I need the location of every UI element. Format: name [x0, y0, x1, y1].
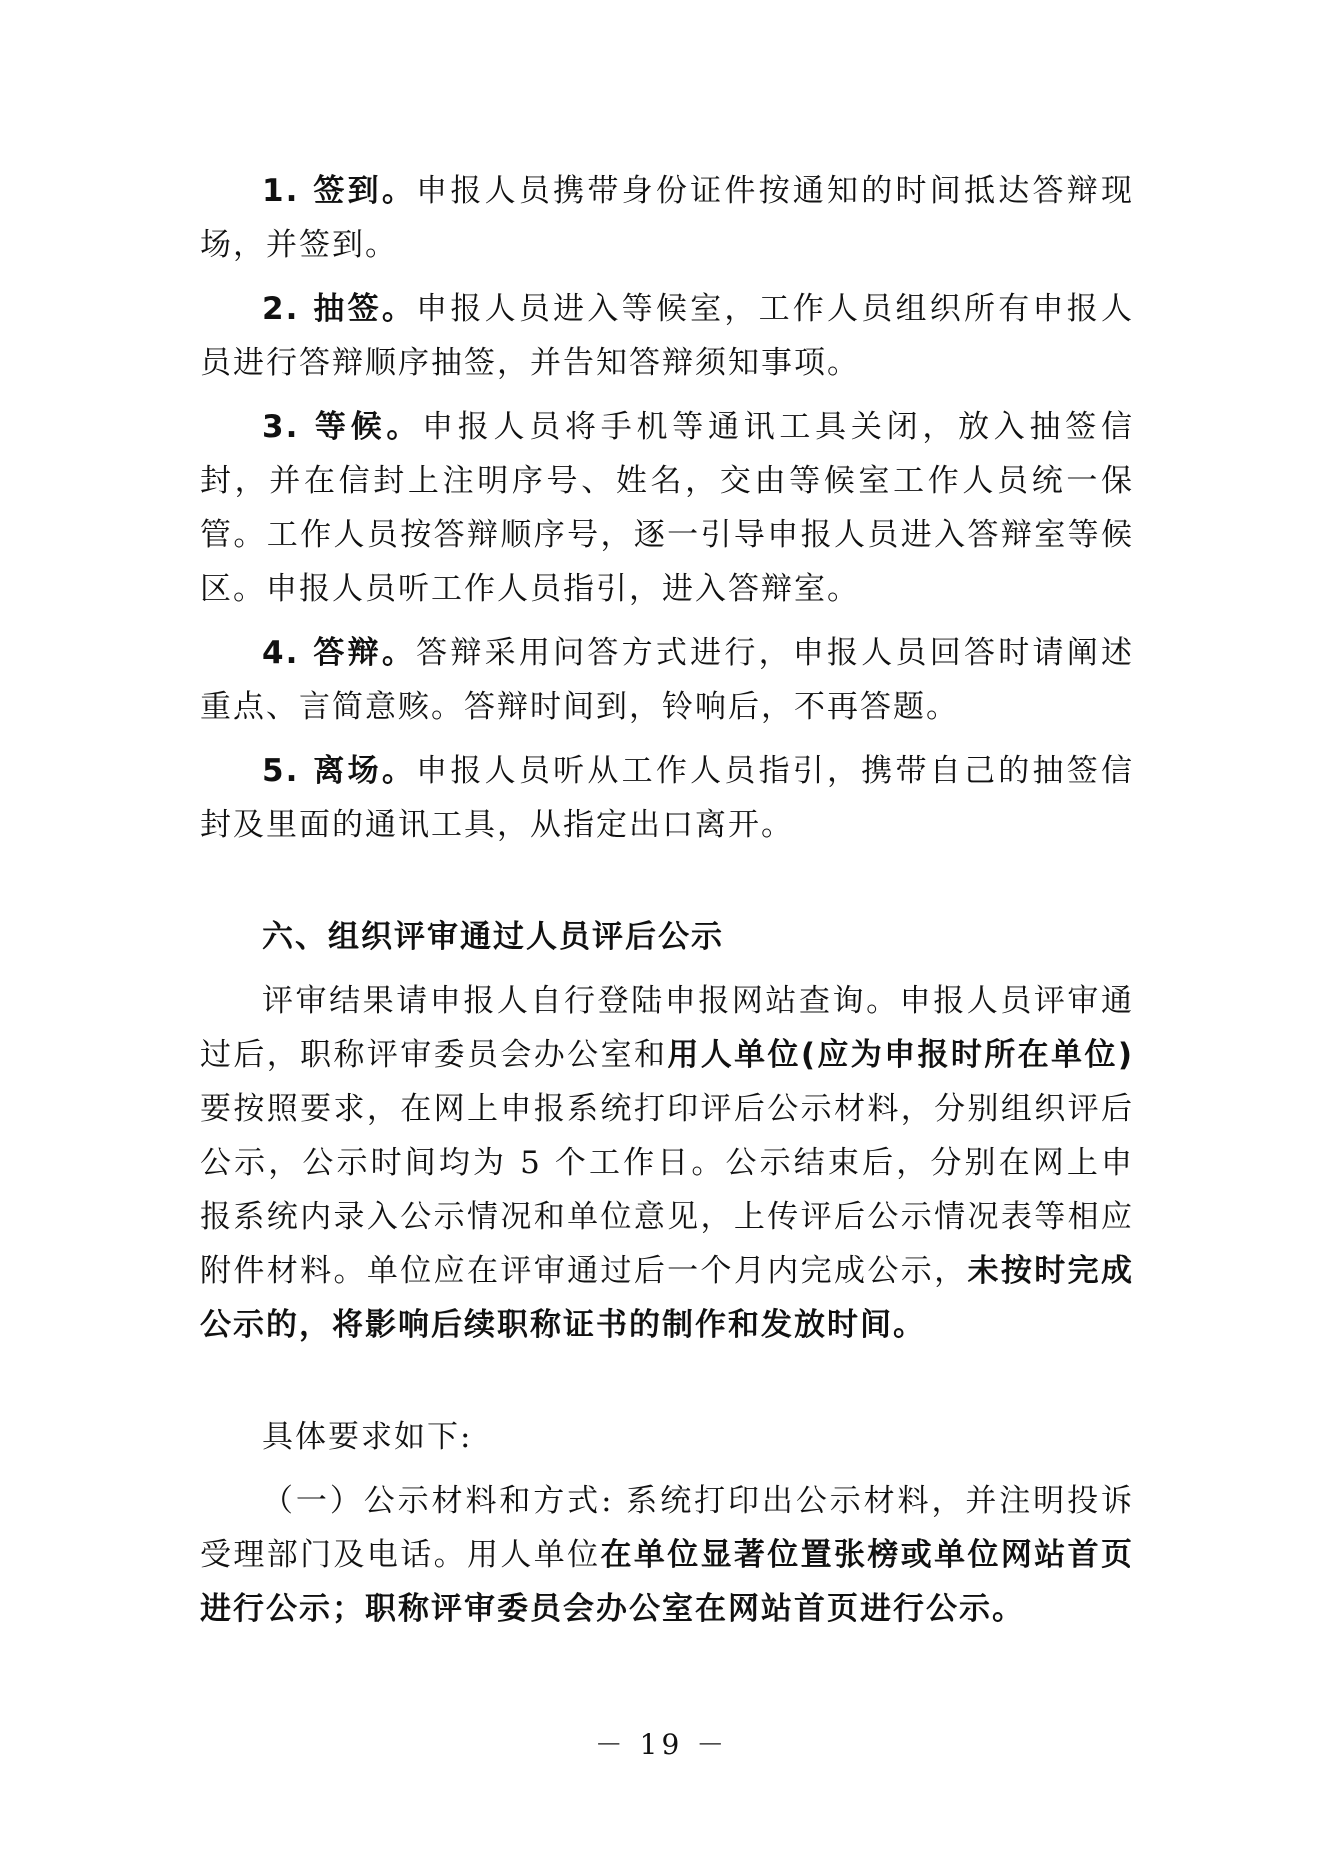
requirement-item-1-bold: 在单位显著位置张榜或单位网站首页进行公示；职称评审委员会办公室在网站首页进行公示。 — [200, 1537, 1135, 1627]
step-4-text: 答辩采用问答方式进行，申报人员回答时请阐述重点、言简意赅。答辩时间到，铃响后，不再答题。 — [200, 635, 1135, 725]
step-2-title: 2. 抽签。 — [262, 291, 417, 327]
step-4-title: 4. 答辩。 — [262, 635, 417, 671]
step-5-title: 5. 离场。 — [262, 753, 417, 789]
step-5-text: 申报人员听从工作人员指引，携带自己的抽签信封及里面的通讯工具，从指定出口离开。 — [200, 753, 1135, 843]
section-6-text-2: 要按照要求，在网上申报系统打印评后公示材料，分别组织评后公示，公示时间均为 5 个工作日。公示结束后，分别在网上申报系统内录入公示情况和单位意见，上传评后公示情况表等相应附件材料。单位应在评审通过后一个月内完成公示， — [200, 1091, 1134, 1289]
step-1-title: 1. 签到。 — [262, 173, 417, 209]
step-1-text: 申报人员携带身份证件按通知的时间抵达答辩现场，并签到。 — [200, 173, 1135, 263]
step-4 — [200, 626, 1134, 734]
section-6-bold-2: 未按时完成公示的，将影响后续职称证书的制作和发放时间。 — [200, 1253, 1135, 1343]
page-number: － 19 － — [594, 1728, 729, 1761]
requirement-item-1-text: （一）公示材料和方式: 系统打印出公示材料，并注明投诉受理部门及电话。用人单位 — [200, 1483, 1134, 1573]
step-5 — [200, 744, 1134, 852]
step-1 — [200, 164, 1134, 272]
section-6-heading: 六、组织评审通过人员评后公示 — [262, 919, 724, 955]
step-2 — [200, 282, 1134, 390]
requirement-item-1 — [200, 1474, 1134, 1636]
section-6-text-1: 评审结果请申报人自行登陆申报网站查询。申报人员评审通过后，职称评审委员会办公室和 — [200, 983, 1134, 1073]
step-3 — [200, 400, 1134, 616]
step-3-text: 申报人员将手机等通讯工具关闭，放入抽签信封，并在信封上注明序号、姓名，交由等候室工作人员统一保管。工作人员按答辩顺序号，逐一引导申报人员进入答辩室等候区。申报人员听工作人员指引，进入答辩室。 — [200, 409, 1135, 607]
step-2-text: 申报人员进入等候室，工作人员组织所有申报人员进行答辩顺序抽签，并告知答辩须知事项。 — [200, 291, 1135, 381]
requirements-heading: 具体要求如下: — [262, 1419, 473, 1455]
page-content — [200, 164, 1134, 1636]
step-3-title: 3. 等候。 — [262, 409, 423, 445]
section-6-bold-1: 用人单位(应为申报时所在单位) — [667, 1037, 1134, 1073]
section-6-paragraph — [200, 974, 1134, 1352]
